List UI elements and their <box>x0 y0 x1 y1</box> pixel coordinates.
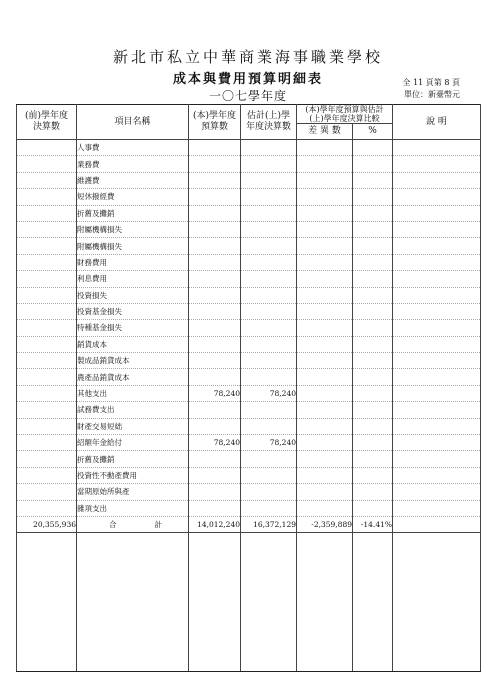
row-budget <box>189 271 241 287</box>
row-estimate <box>241 140 297 156</box>
row-note <box>393 287 481 303</box>
row-pct <box>353 336 393 352</box>
row-item-name: 其他支出 <box>77 385 189 401</box>
row-pct <box>353 418 393 434</box>
row-note <box>393 205 481 221</box>
row-prev <box>17 336 77 352</box>
row-prev <box>17 238 77 254</box>
row-estimate <box>241 484 297 500</box>
row-item-name: 業務費 <box>77 156 189 172</box>
row-budget <box>189 402 241 418</box>
row-estimate <box>241 303 297 319</box>
row-diff <box>297 205 353 221</box>
total-diff: -2,359,889 <box>297 516 353 532</box>
row-budget <box>189 221 241 237</box>
row-budget <box>189 172 241 188</box>
row-item-name: 投資性不動產費用 <box>77 467 189 483</box>
row-note <box>393 189 481 205</box>
row-pct <box>353 287 393 303</box>
row-pct <box>353 484 393 500</box>
row-prev <box>17 451 77 467</box>
col-header-diff-amount: 差 異 數 <box>297 124 353 140</box>
row-item-name: 維護費 <box>77 172 189 188</box>
row-note <box>393 156 481 172</box>
table-row <box>17 221 481 237</box>
row-estimate <box>241 418 297 434</box>
row-pct <box>353 451 393 467</box>
report-title: 成本與費用預算明細表 <box>172 72 323 87</box>
row-budget <box>189 467 241 483</box>
col-header-note: 說 明 <box>393 105 481 140</box>
row-item-name: 試務費支出 <box>77 402 189 418</box>
total-row <box>17 516 481 532</box>
table-row <box>17 418 481 434</box>
row-estimate <box>241 500 297 516</box>
row-budget <box>189 205 241 221</box>
row-estimate <box>241 320 297 336</box>
row-estimate: 78,240 <box>241 435 297 451</box>
row-budget <box>189 500 241 516</box>
row-note <box>393 467 481 483</box>
row-note <box>393 435 481 451</box>
row-diff <box>297 418 353 434</box>
col-header-estimate: 估計(上)學 年度決算數 <box>241 105 297 140</box>
row-diff <box>297 140 353 156</box>
row-estimate <box>241 353 297 369</box>
row-pct <box>353 385 393 401</box>
row-item-name: 附屬機構損失 <box>77 221 189 237</box>
row-item-name: 特種基金損失 <box>77 320 189 336</box>
row-budget <box>189 353 241 369</box>
row-prev <box>17 484 77 500</box>
row-budget <box>189 287 241 303</box>
row-budget <box>189 189 241 205</box>
row-note <box>393 369 481 385</box>
row-item-name: 財產交易短絀 <box>77 418 189 434</box>
row-prev <box>17 271 77 287</box>
row-estimate <box>241 451 297 467</box>
empty-cell <box>393 533 481 672</box>
row-diff <box>297 172 353 188</box>
row-diff <box>297 189 353 205</box>
row-estimate <box>241 238 297 254</box>
row-item-name: 利息費用 <box>77 271 189 287</box>
row-pct <box>353 254 393 270</box>
row-diff <box>297 402 353 418</box>
empty-area-row <box>17 533 481 672</box>
row-estimate <box>241 271 297 287</box>
row-estimate <box>241 254 297 270</box>
total-prev: 20,355,936 <box>17 516 77 532</box>
row-budget <box>189 320 241 336</box>
row-item-name: 附屬機構損失 <box>77 238 189 254</box>
row-item-name: 財務費用 <box>77 254 189 270</box>
col-header-diff-pct: % <box>353 124 393 140</box>
table-row <box>17 353 481 369</box>
row-budget <box>189 254 241 270</box>
row-item-name: 當期原始所與產 <box>77 484 189 500</box>
row-diff <box>297 500 353 516</box>
table-row <box>17 484 481 500</box>
row-estimate: 78,240 <box>241 385 297 401</box>
row-item-name: 人事費 <box>77 140 189 156</box>
total-label <box>77 516 189 532</box>
row-pct <box>353 271 393 287</box>
fiscal-year: 一〇七學年度 <box>208 89 287 103</box>
row-budget: 78,240 <box>189 435 241 451</box>
row-item-name: 製成品銷貨成本 <box>77 353 189 369</box>
total-pct: -14.41% <box>353 516 393 532</box>
row-pct <box>353 140 393 156</box>
row-estimate <box>241 287 297 303</box>
row-estimate <box>241 467 297 483</box>
row-item-name: 折舊及攤銷 <box>77 205 189 221</box>
row-pct <box>353 402 393 418</box>
table-row <box>17 320 481 336</box>
row-note <box>393 402 481 418</box>
row-prev <box>17 140 77 156</box>
row-estimate <box>241 221 297 237</box>
row-prev <box>17 172 77 188</box>
row-item-name: 投資基金損失 <box>77 303 189 319</box>
row-note <box>393 172 481 188</box>
row-note <box>393 140 481 156</box>
row-pct <box>353 238 393 254</box>
table-row <box>17 205 481 221</box>
row-diff <box>297 369 353 385</box>
row-diff <box>297 221 353 237</box>
row-note <box>393 385 481 401</box>
row-item-name: 農產品銷貨成本 <box>77 369 189 385</box>
table-row <box>17 303 481 319</box>
row-prev <box>17 385 77 401</box>
table-row <box>17 467 481 483</box>
row-estimate <box>241 402 297 418</box>
table-row <box>17 435 481 451</box>
row-pct <box>353 156 393 172</box>
row-diff <box>297 435 353 451</box>
page-info: 全 11 頁第 8 頁 <box>402 78 460 87</box>
empty-cell <box>77 533 189 672</box>
row-note <box>393 271 481 287</box>
table-row <box>17 140 481 156</box>
row-diff <box>297 254 353 270</box>
row-pct <box>353 369 393 385</box>
row-diff <box>297 484 353 500</box>
row-budget <box>189 238 241 254</box>
row-prev <box>17 418 77 434</box>
row-pct <box>353 189 393 205</box>
table-row <box>17 238 481 254</box>
table-row <box>17 189 481 205</box>
table-row <box>17 385 481 401</box>
table-row <box>17 172 481 188</box>
row-pct <box>353 435 393 451</box>
table-row <box>17 451 481 467</box>
row-pct <box>353 303 393 319</box>
row-diff <box>297 287 353 303</box>
row-estimate <box>241 205 297 221</box>
col-header-item: 項目名稱 <box>77 105 189 140</box>
row-diff <box>297 385 353 401</box>
row-note <box>393 418 481 434</box>
total-note <box>393 516 481 532</box>
table-row <box>17 271 481 287</box>
row-diff <box>297 320 353 336</box>
row-estimate <box>241 172 297 188</box>
row-diff <box>297 303 353 319</box>
col-header-this-budget: (本)學年度 預算數 <box>189 105 241 140</box>
row-budget <box>189 418 241 434</box>
row-prev <box>17 221 77 237</box>
table-row <box>17 369 481 385</box>
row-item-name: 雜項支出 <box>77 500 189 516</box>
row-estimate <box>241 336 297 352</box>
row-item-name: 銷貨成本 <box>77 336 189 352</box>
empty-cell <box>241 533 297 672</box>
row-note <box>393 336 481 352</box>
row-budget <box>189 484 241 500</box>
row-note <box>393 451 481 467</box>
row-note <box>393 500 481 516</box>
row-pct <box>353 353 393 369</box>
row-prev <box>17 369 77 385</box>
row-budget <box>189 156 241 172</box>
empty-cell <box>297 533 353 672</box>
table-body <box>17 140 481 672</box>
row-pct <box>353 205 393 221</box>
budget-table <box>16 104 481 672</box>
row-diff <box>297 271 353 287</box>
empty-cell <box>17 533 77 672</box>
row-estimate <box>241 369 297 385</box>
row-diff <box>297 336 353 352</box>
row-item-name: 紹額年金給付 <box>77 435 189 451</box>
row-diff <box>297 156 353 172</box>
row-budget: 78,240 <box>189 385 241 401</box>
col-header-prev-actual: (前)學年度 決算數 <box>17 105 77 140</box>
table-row <box>17 500 481 516</box>
row-prev <box>17 467 77 483</box>
total-label-right: 計 <box>154 520 162 530</box>
row-prev <box>17 303 77 319</box>
row-pct <box>353 500 393 516</box>
row-pct <box>353 320 393 336</box>
row-item-name: 短休撥經費 <box>77 189 189 205</box>
row-diff <box>297 353 353 369</box>
row-note <box>393 303 481 319</box>
row-estimate <box>241 156 297 172</box>
row-note <box>393 221 481 237</box>
empty-cell <box>353 533 393 672</box>
total-label-left: 合 <box>109 520 117 530</box>
row-diff <box>297 451 353 467</box>
row-prev <box>17 435 77 451</box>
row-item-name: 投資損失 <box>77 287 189 303</box>
row-note <box>393 320 481 336</box>
row-budget <box>189 451 241 467</box>
row-note <box>393 238 481 254</box>
row-diff <box>297 238 353 254</box>
row-pct <box>353 467 393 483</box>
row-budget <box>189 140 241 156</box>
row-prev <box>17 402 77 418</box>
col-header-diff-group: (本)學年度預算與估計 (上)學年度決算比較 <box>297 105 393 124</box>
total-budget: 14,012,240 <box>189 516 241 532</box>
row-note <box>393 484 481 500</box>
row-prev <box>17 254 77 270</box>
currency-unit: 單位：新臺幣元 <box>404 90 460 99</box>
row-prev <box>17 287 77 303</box>
row-prev <box>17 500 77 516</box>
row-estimate <box>241 189 297 205</box>
table-row <box>17 336 481 352</box>
table-row <box>17 402 481 418</box>
total-estimate: 16,372,129 <box>241 516 297 532</box>
row-prev <box>17 189 77 205</box>
row-pct <box>353 221 393 237</box>
table-row <box>17 254 481 270</box>
row-item-name: 折舊及攤銷 <box>77 451 189 467</box>
row-budget <box>189 336 241 352</box>
row-note <box>393 254 481 270</box>
row-prev <box>17 156 77 172</box>
row-note <box>393 353 481 369</box>
row-budget <box>189 369 241 385</box>
table-row <box>17 287 481 303</box>
row-prev <box>17 205 77 221</box>
row-diff <box>297 467 353 483</box>
empty-cell <box>189 533 241 672</box>
row-pct <box>353 172 393 188</box>
school-name: 新北市私立中華商業海事職業學校 <box>112 48 383 66</box>
table-row <box>17 156 481 172</box>
row-prev <box>17 320 77 336</box>
row-budget <box>189 303 241 319</box>
row-prev <box>17 353 77 369</box>
